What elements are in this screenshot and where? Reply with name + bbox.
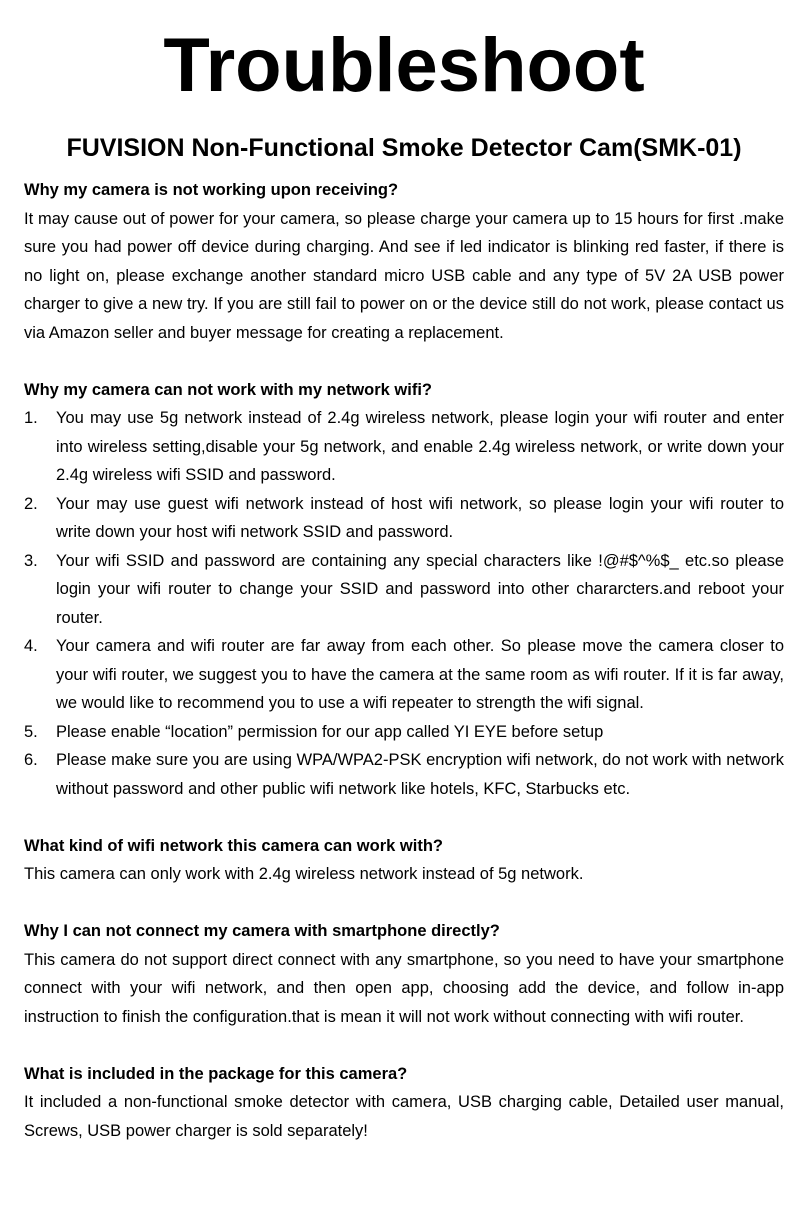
faq-section-network-type <box>24 832 784 889</box>
list-item-number: 6. <box>24 751 38 769</box>
page-title: Troubleshoot <box>163 23 645 108</box>
list-item <box>24 490 784 547</box>
list-item <box>24 547 784 633</box>
list-item-text: Your wifi SSID and password are containing any special characters like !@#$^%$_ etc.so please login your wifi router to change your SSID and password into other chararcters.and reboot your router. <box>56 551 784 627</box>
list-item-text: Please enable “location” permission for our app called YI EYE before setup <box>56 722 604 741</box>
faq-question: What kind of wifi network this camera can work with? <box>24 836 443 855</box>
list-item <box>24 718 784 747</box>
list-item <box>24 746 784 803</box>
product-subtitle: FUVISION Non-Functional Smoke Detector Cam(SMK-01) <box>66 134 742 162</box>
faq-question: Why my camera can not work with my network wifi? <box>24 380 433 399</box>
list-item-number: 4. <box>24 637 38 655</box>
wifi-issue-list <box>24 404 784 803</box>
faq-question: Why my camera is not working upon receiving? <box>24 181 399 199</box>
faq-answer: It may cause out of power for your camera, so please charge your camera up to 15 hours for first .make sure you had power off device during charging. And see if led indicator is blinking red faster, if there is no light on, please exchange another standard micro USB cable and any type of 5V 2A USB power charger to give a new try. If you are still fail to power on or the device still do not work, please contact us via Amazon seller and buyer message for creating a replacement. <box>24 209 784 342</box>
list-item-number: 2. <box>24 494 38 513</box>
faq-section-wifi <box>24 376 784 804</box>
faq-section-package <box>24 1060 784 1146</box>
list-item-text: Your camera and wifi router are far away from each other. So please move the camera closer to your wifi router, we suggest you to have the camera at the same room as wifi router. If it is far away, we would like to recommend you to use a wifi repeater to strength the wifi signal. <box>56 637 784 712</box>
faq-question: Why I can not connect my camera with smartphone directly? <box>24 922 500 940</box>
faq-answer: This camera can only work with 2.4g wireless network instead of 5g network. <box>24 865 584 883</box>
list-item-number: 3. <box>24 551 38 570</box>
faq-answer: It included a non-functional smoke detector with camera, USB charging cable, Detailed user manual, Screws, USB power charger is sold separately! <box>24 1093 784 1140</box>
list-item-text: You may use 5g network instead of 2.4g wireless network, please login your wifi router and enter into wireless setting,disable your 5g network, and enable 2.4g wireless network, or write down your 2.4g wireless wifi SSID and password. <box>56 409 784 484</box>
list-item-text: Your may use guest wifi network instead of host wifi network, so please login your wifi router to write down your host wifi network SSID and password. <box>56 494 784 541</box>
list-item <box>24 404 784 490</box>
faq-answer: This camera do not support direct connect with any smartphone, so you need to have your smartphone connect with your wifi network, and then open app, choosing add the device, and follow in-app instruction to finish the configuration.that is mean it will not work without connecting with wifi router. <box>24 950 784 1026</box>
faq-question: What is included in the package for this camera? <box>24 1064 408 1083</box>
list-item-number: 5. <box>24 722 38 741</box>
faq-section-direct-connect <box>24 917 784 1031</box>
faq-section-power <box>24 176 784 347</box>
list-item-text: Please make sure you are using WPA/WPA2-PSK encryption wifi network, do not work with network without password and other public wifi network like hotels, KFC, Starbucks etc. <box>56 751 784 798</box>
list-item-number: 1. <box>24 409 38 427</box>
list-item <box>24 632 784 718</box>
